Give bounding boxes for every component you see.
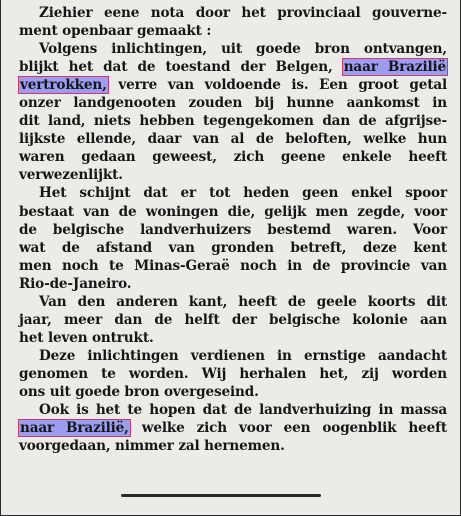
article-line: Deze inlichtingen verdienen in ernstige aandacht <box>39 347 447 364</box>
article-line: Volgens inlichtingen, uit goede bron ontvangen, <box>39 41 447 58</box>
article-line-text: verre van voldoende is. Een groot getal <box>118 77 447 94</box>
search-highlight: naar Brazilië, <box>20 420 129 437</box>
article-line: de belgische landverhuizers bestemd waren. Voor <box>19 221 447 238</box>
article-line: het leven ontrukt. <box>19 329 154 346</box>
article-line: bestaat van de woningen die, gelijk men zegde, voor <box>19 203 447 220</box>
article-line: wat de afstand van gronden betreft, deze kent <box>19 239 447 256</box>
article-line: lijkste ellende, daar van al de beloften, welke hun <box>19 131 447 148</box>
article-line: ons uit goede bron overgeseind. <box>19 383 259 400</box>
article-line-text: blijkt het dat de toestand der Belgen, <box>19 59 343 76</box>
article-line <box>19 76 447 94</box>
article-line: onzer landgenooten zouden bij hunne aankomst in <box>19 95 447 112</box>
article-line: genomen te worden. Wij herhalen het, zij worden <box>19 365 447 382</box>
article-line: Ziehier eene nota door het provinciaal gouverne- <box>39 5 447 21</box>
article-line <box>19 419 447 437</box>
article-line: Rio-de-Janeiro. <box>19 275 132 292</box>
search-highlight: naar Brazilië <box>343 59 447 76</box>
search-highlight: vertrokken, <box>20 77 107 94</box>
article-line-text: welke zich voor een oogenblik heeft <box>129 420 447 437</box>
article-line: voorgedaan, nimmer zal hernemen. <box>19 438 285 455</box>
article-line: ment openbaar gemaakt : <box>19 23 212 40</box>
article-line: Van den anderen kant, heeft de geele koorts dit <box>39 293 447 310</box>
article-line: dit land, niets hebben tegengekomen dan de afgrijse- <box>19 113 447 130</box>
article-line: Het schijnt dat er tot heden geen enkel spoor <box>39 185 447 202</box>
article-line: jaar, meer dan de helft der belgische kolonie aan <box>19 311 447 328</box>
article-line: men noch te Minas-Geraë noch in de provincie van <box>19 257 447 274</box>
section-divider <box>121 494 321 497</box>
article-line <box>19 58 447 76</box>
article-line: Ook is het te hopen dat de landverhuizing in massa <box>39 402 447 419</box>
article-text <box>19 4 447 455</box>
article-line: waren gedaan geweest, zich geene enkele heeft <box>19 149 447 166</box>
article-line: verwezenlijkt. <box>19 167 123 184</box>
